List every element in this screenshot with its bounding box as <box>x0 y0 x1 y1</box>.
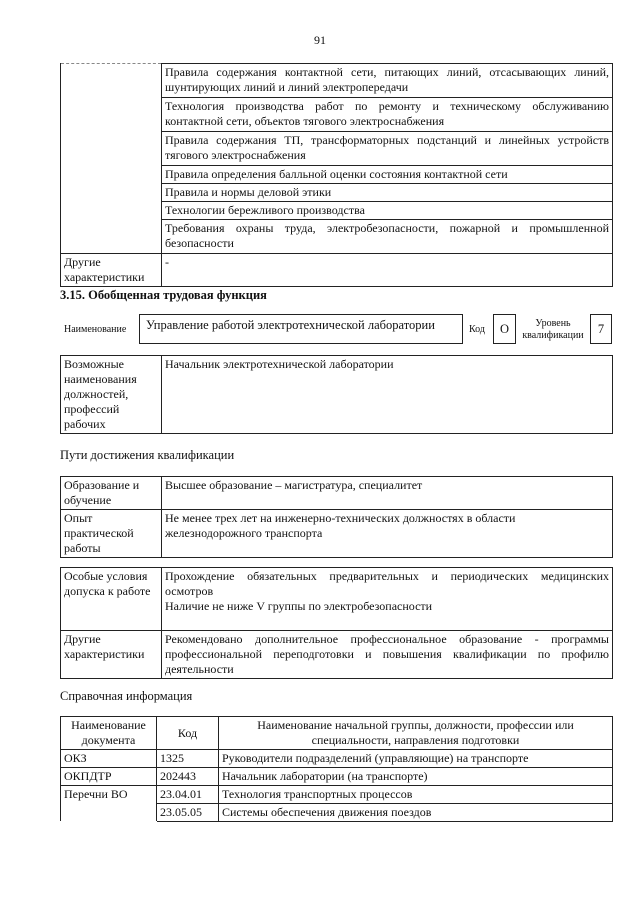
knowledge-item: Правила содержания контактной сети, питающих линий, отсасывающих линий, шунтирующих линий и линий электропередачи <box>162 64 613 98</box>
ref-name-cell: Системы обеспечения движения поездов <box>219 804 613 822</box>
table-row <box>61 750 613 768</box>
reference-table <box>60 716 613 822</box>
ref-name-cell: Технология транспортных процессов <box>219 786 613 804</box>
table-header-row <box>61 717 613 750</box>
ref-code-cell: 23.05.05 <box>157 804 219 822</box>
knowledge-item: Требования охраны труда, электробезопасности, пожарной и промышленной безопасности <box>162 220 613 254</box>
header-cell: Код <box>157 717 219 750</box>
code-value: O <box>493 314 516 344</box>
condition-line: Рекомендовано дополнительное профессиональное образование - программы профессиональной переподготовки и повышения квалификации по профилю деятельности <box>165 632 609 676</box>
conditions-table <box>60 567 613 679</box>
positions-table <box>60 355 613 434</box>
ref-name-cell: Руководители подразделений (управляющие) на транспорте <box>219 750 613 768</box>
path-label: Образование и обучение <box>61 477 162 510</box>
table-row <box>61 64 613 98</box>
knowledge-item: Правила определения балльной оценки состояния контактной сети <box>162 166 613 184</box>
condition-line: Прохождение обязательных предварительных и периодических медицинских осмотров <box>165 569 609 598</box>
level-value: 7 <box>590 314 612 344</box>
ref-doc-cell: Перечни ВО <box>61 786 157 822</box>
paths-title: Пути достижения квалификации <box>60 448 235 462</box>
ref-doc-cell: ОКЗ <box>61 750 157 768</box>
level-label: Уровень квалификации <box>522 318 584 341</box>
ref-code-cell: 202443 <box>157 768 219 786</box>
function-name-box <box>139 314 463 344</box>
function-name-value: Управление работой электротехнической лаборатории <box>146 318 435 332</box>
ref-doc-cell: ОКПДТР <box>61 768 157 786</box>
condition-value <box>162 568 613 631</box>
knowledge-label-cell <box>61 64 162 254</box>
header-cell: Наименование документа <box>61 717 157 750</box>
condition-line: Наличие не ниже V группы по электробезопасности <box>165 599 433 613</box>
name-label: Наименование <box>64 324 127 335</box>
condition-value <box>162 631 613 679</box>
reference-title: Справочная информация <box>60 689 193 703</box>
ref-name-cell: Начальник лаборатории (на транспорте) <box>219 768 613 786</box>
table-row <box>61 568 613 631</box>
code-label: Код <box>469 324 485 335</box>
table-row <box>61 254 613 287</box>
table-row <box>61 786 613 804</box>
knowledge-item: Правила содержания ТП, трансформаторных подстанций и линейных устройств тягового электроснабжения <box>162 132 613 166</box>
table-row <box>61 477 613 510</box>
knowledge-item: Технологии бережливого производства <box>162 202 613 220</box>
positions-label: Возможные наименования должностей, профессий рабочих <box>61 356 162 434</box>
condition-label: Другие характеристики <box>61 631 162 679</box>
paths-table <box>60 476 613 558</box>
section-title: 3.15. Обобщенная трудовая функция <box>60 288 267 302</box>
knowledge-item: Правила и нормы деловой этики <box>162 184 613 202</box>
condition-label: Особые условия допуска к работе <box>61 568 162 631</box>
ref-code-cell: 1325 <box>157 750 219 768</box>
table-row <box>61 356 613 434</box>
path-value: Не менее трех лет на инженерно-технических должностях в области железнодорожного транспорта <box>162 510 613 558</box>
knowledge-table <box>60 63 613 287</box>
positions-value: Начальник электротехнической лаборатории <box>162 356 613 434</box>
page-number: 91 <box>314 33 326 47</box>
other-characteristics-label: Другие характеристики <box>61 254 162 287</box>
path-value: Высшее образование – магистратура, специалитет <box>162 477 613 510</box>
table-row <box>61 631 613 679</box>
ref-code-cell: 23.04.01 <box>157 786 219 804</box>
knowledge-item: Технология производства работ по ремонту и техническому обслуживанию контактной сети, объектов тягового электроснабжения <box>162 98 613 132</box>
table-row <box>61 510 613 558</box>
path-label: Опыт практической работы <box>61 510 162 558</box>
header-cell: Наименование начальной группы, должности, профессии или специальности, направления подготовки <box>219 717 613 750</box>
other-characteristics-value: - <box>162 254 613 287</box>
table-row <box>61 768 613 786</box>
